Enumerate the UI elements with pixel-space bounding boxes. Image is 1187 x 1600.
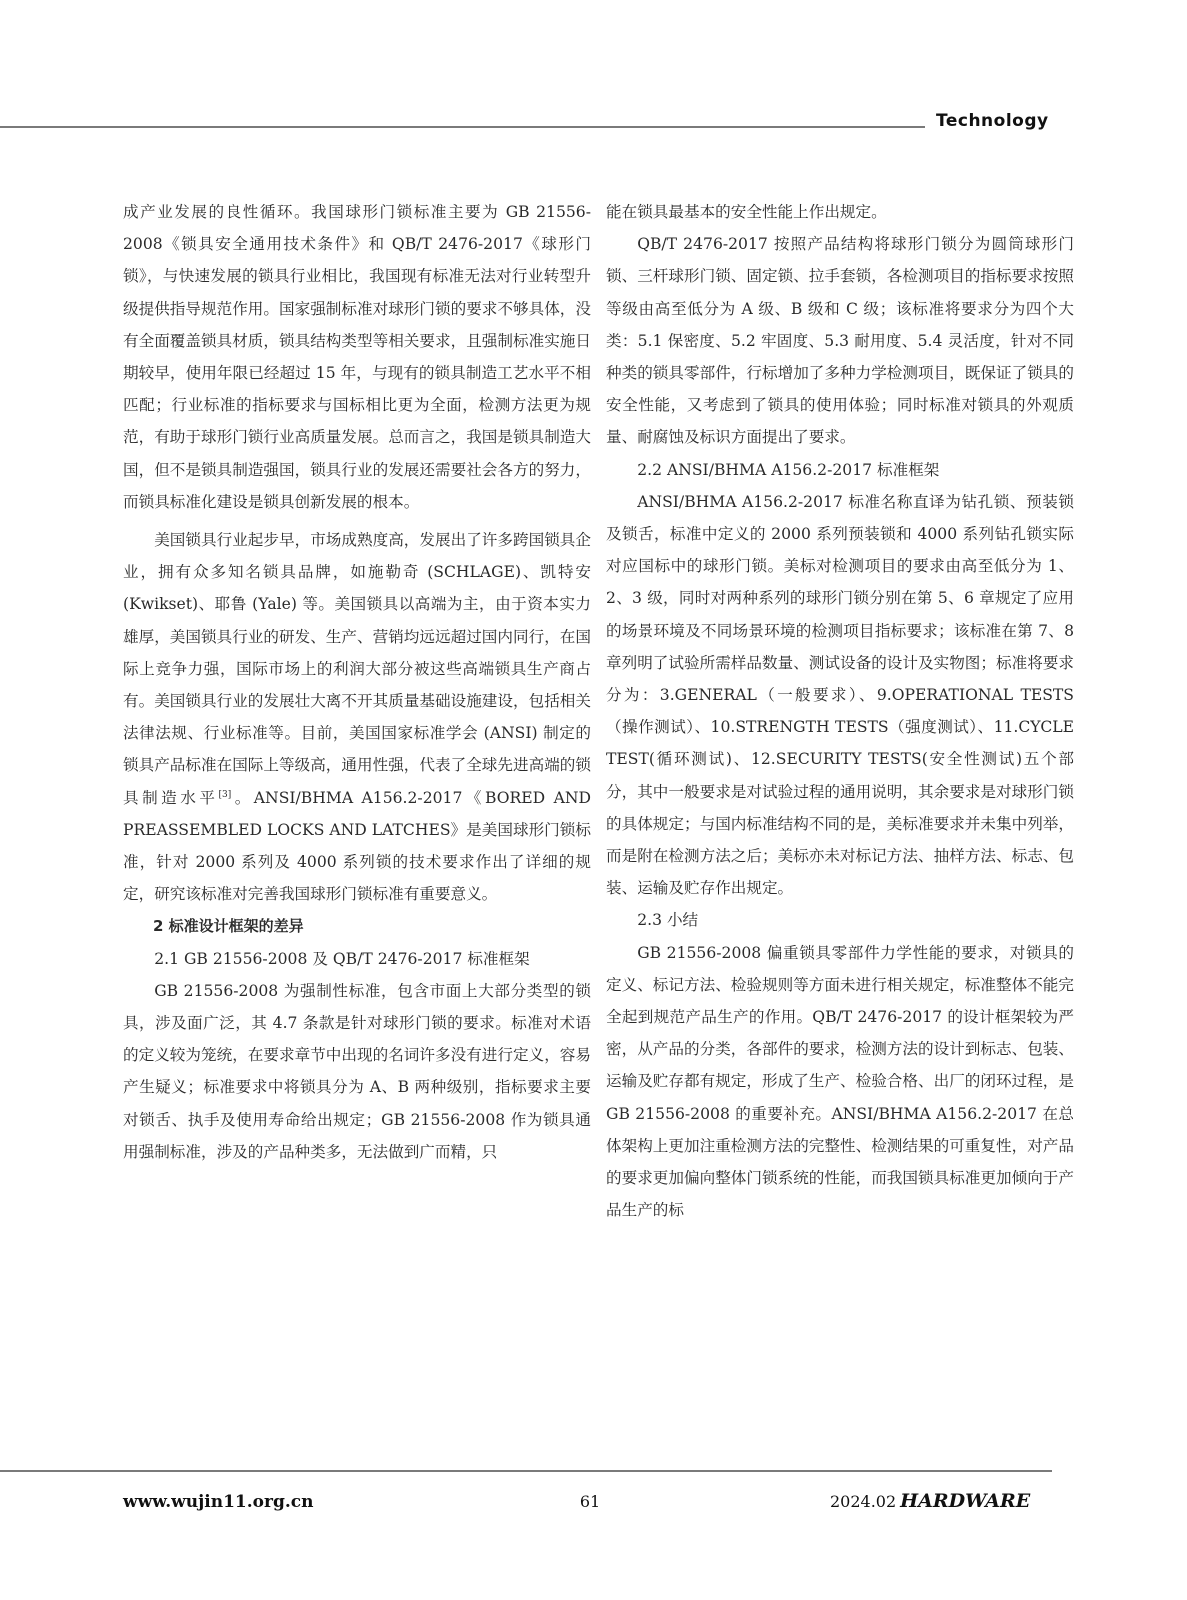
citation-ref: [3]	[218, 789, 232, 800]
paragraph-text: 。ANSI/BHMA A156.2-2017《BORED AND PREASSEMBLED LOCKS AND LATCHES》是美国球形门锁标准，针对 2000 系列及 4000 系列锁的技术要求作出了详细的规定，研究该标准对完善我国球形门锁标准有重要意义。	[123, 788, 591, 904]
magazine-name: HARDWARE	[900, 1490, 1031, 1512]
footer-website-link[interactable]: www.wujin11.org.cn	[123, 1492, 314, 1512]
right-column	[606, 196, 1074, 1227]
paragraph: 能在锁具最基本的安全性能上作出规定。	[606, 203, 887, 221]
page-number: 61	[579, 1492, 601, 1511]
footer-rule	[0, 1470, 1052, 1472]
issue-date: 2024.02	[830, 1492, 897, 1511]
subsection-heading: 2.3 小结	[637, 911, 699, 930]
section-heading: 2 标准设计框架的差异	[153, 917, 304, 936]
paragraph: 成产业发展的良性循环。我国球形门锁标准主要为 GB 21556-2008《锁具安全通用技术条件》和 QB/T 2476-2017《球形门锁》，与快速发展的锁具行业相比，我国现有标准无法对行业转型升级提供指导规范作用。国家强制标准对球形门锁的要求不够具体，没有全面覆盖锁具材质，锁具结构类型等相关要求，且强制标准实施日期较早，使用年限已经超过 15 年，与现有的锁具制造工艺水平不相匹配；行业标准的指标要求与国标相比更为全面，检测方法更为规范，有助于球形门锁行业高质量发展。总而言之，我国是锁具制造大国，但不是锁具制造强国，锁具行业的发展还需要社会各方的努力，而锁具标准化建设是锁具创新发展的根本。	[123, 203, 591, 511]
footer-issue	[830, 1490, 1030, 1512]
paragraph: QB/T 2476-2017 按照产品结构将球形门锁分为圆筒球形门锁、三杆球形门锁、固定锁、拉手套锁，各检测项目的指标要求按照等级由高至低分为 A 级、B 级和 C 级；该标准将要求分为四个大类：5.1 保密度、5.2 牢固度、5.3 耐用度、5.4 灵活度，针对不同种类的锁具零部件，行标增加了多种力学检测项目，既保证了锁具的安全性能，又考虑到了锁具的使用体验；同时标准对锁具的外观质量、耐腐蚀及标识方面提出了要求。	[606, 235, 1074, 447]
subsection-heading: 2.2 ANSI/BHMA A156.2-2017 标准框架	[637, 460, 940, 479]
paragraph: GB 21556-2008 偏重锁具零部件力学性能的要求，对锁具的定义、标记方法、检验规则等方面未进行相关规定，标准整体不能完全起到规范产品生产的作用。QB/T 2476-2017 的设计框架较为严密，从产品的分类，各部件的要求，检测方法的设计到标志、包装、运输及贮存都有规定，形成了生产、检验合格、出厂的闭环过程，是 GB 21556-2008 的重要补充。ANSI/BHMA A156.2-2017 在总体架构上更加注重检测方法的完整性、检测结果的可重复性，对产品的要求更加偏向整体门锁系统的性能，而我国锁具标准更加倾向于产品生产的标	[606, 943, 1074, 1220]
paragraph: ANSI/BHMA A156.2-2017 标准名称直译为钻孔锁、预装锁及锁舌，标准中定义的 2000 系列预装锁和 4000 系列钻孔锁实际对应国标中的球形门锁。美标对检测项目的要求由高至低分为 1、2、3 级，同时对两种系列的球形门锁分别在第 5、6 章规定了应用的场景环境及不同场景环境的检测项目指标要求；该标准在第 7、8 章列明了试验所需样品数量、测试设备的设计及实物图；标准将要求分为：3.GENERAL（一般要求）、9.OPERATIONAL TESTS（操作测试）、10.STRENGTH TESTS（强度测试）、11.CYCLE TEST(循环测试)、12.SECURITY TESTS(安全性测试)五个部分，其中一般要求是对试验过程的通用说明，其余要求是对球形门锁的具体规定；与国内标准结构不同的是，美标准要求并未集中列举，而是附在检测方法之后；美标亦未对标记方法、抽样方法、标志、包装、运输及贮存作出规定。	[606, 492, 1074, 898]
paragraph: GB 21556-2008 为强制性标准，包含市面上大部分类型的锁具，涉及面广泛，其 4.7 条款是针对球形门锁的要求。标准对术语的定义较为笼统，在要求章节中出现的名词许多没有进行定义，容易产生疑义；标准要求中将锁具分为 A、B 两种级别，指标要求主要对锁舌、执手及使用寿命给出规定；GB 21556-2008 作为锁具通用强制标准，涉及的产品种类多，无法做到广而精，只	[123, 981, 591, 1161]
paragraph-text: 美国锁具行业起步早，市场成熟度高，发展出了许多跨国锁具企业，拥有众多知名锁具品牌，如施勒奇 (SCHLAGE)、凯特安 (Kwikset)、耶鲁 (Yale) 等。美国锁具以高端为主，由于资本实力雄厚，美国锁具行业的研发、生产、营销均远远超过国内同行，在国际上竞争力强，国际市场上的利润大部分被这些高端锁具生产商占有。美国锁具行业的发展壮大离不开其质量基础设施建设，包括相关法律法规、行业标准等。目前，美国国家标准学会 (ANSI) 制定的锁具产品标准在国际上等级高，通用性强，代表了全球先进高端的锁具制造水平	[123, 531, 591, 807]
header-rule	[0, 126, 925, 128]
subsection-heading: 2.1 GB 21556-2008 及 QB/T 2476-2017 标准框架	[154, 949, 530, 968]
left-column	[123, 196, 591, 1168]
paragraph	[123, 524, 591, 910]
section-label: Technology	[936, 111, 1049, 131]
